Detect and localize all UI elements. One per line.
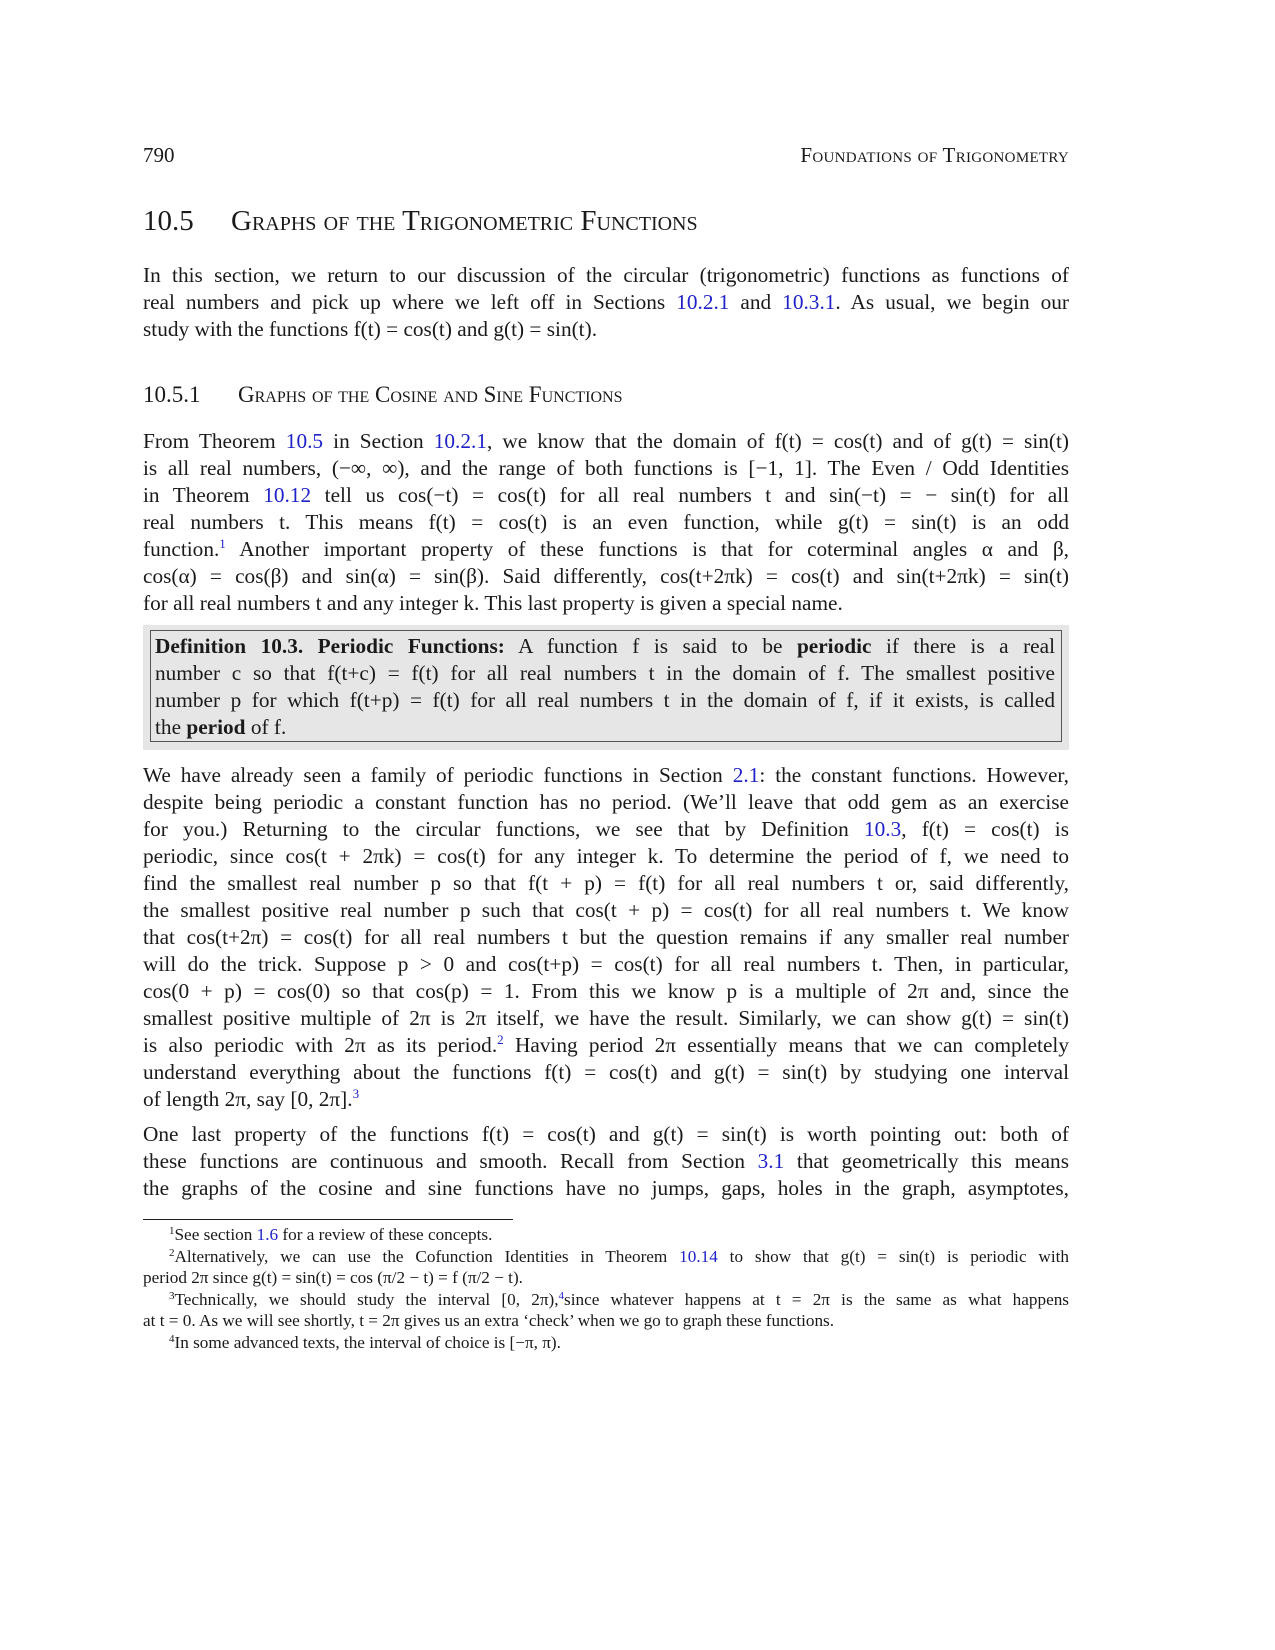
- text-line: of length 2π, say [0, 2π].$^3$: [143, 1086, 360, 1111]
- section-heading: [143, 205, 698, 238]
- section-number: 10.5: [143, 205, 194, 237]
- link-section-1-6[interactable]: 1.6: [256, 1225, 279, 1244]
- subsection-heading: [143, 382, 623, 408]
- running-title: Foundations of Trigonometry: [800, 143, 1069, 167]
- footnote-ref-3[interactable]: 3: [352, 1086, 360, 1101]
- term-periodic: periodic: [796, 634, 872, 658]
- text-line: periodic, since cos(t + 2πk) = cos(t) for any integer k. To determine the period of f, we need to: [143, 844, 1069, 868]
- subsection-number: 10.5.1: [143, 382, 201, 407]
- text-line: We have already seen a family of periodic functions in Section 2.1: the constant functions. However,: [143, 763, 1069, 787]
- link-theorem-10-12[interactable]: 10.12: [263, 483, 312, 507]
- text-line: number c so that f(t+c) = f(t) for all real numbers t in the domain of f. The smallest positive: [155, 661, 1055, 685]
- definition-frame: [150, 630, 1062, 742]
- intro-paragraph: [143, 262, 1069, 343]
- term-period: period: [186, 715, 246, 739]
- footnotes: [143, 1224, 1069, 1353]
- text-line: cos(α) = cos(β) and sin(α) = sin(β). Said differently, cos(t+2πk) = cos(t) and sin(t+2πk) = sin(t): [143, 564, 1069, 588]
- text-line: smallest positive multiple of 2π is 2π itself, we have the result. Similarly, we can show g(t) = sin(t): [143, 1006, 1069, 1030]
- footnote-4: $^4$In some advanced texts, the interval of choice is [−π, π).: [169, 1332, 561, 1352]
- paragraph-continuity: [143, 1121, 1069, 1202]
- definition-label: Definition 10.3. Periodic Functions:: [155, 634, 505, 658]
- text-line: for you.) Returning to the circular functions, we see that by Definition 10.3, f(t) = cos(t) is: [143, 817, 1069, 841]
- text-line: cos(0 + p) = cos(0) so that cos(p) = 1. From this we know p is a multiple of 2π and, since the: [143, 979, 1069, 1003]
- link-definition-10-3[interactable]: 10.3: [863, 817, 902, 841]
- text-line: real numbers t. This means f(t) = cos(t) is an even function, while g(t) = sin(t) is an odd: [143, 510, 1069, 534]
- footnote-3: $^3$Technically, we should study the interval [0, 2π),$^4$since whatever happens at t = 2π is the same as what happens: [169, 1289, 1069, 1309]
- text-line: that cos(t+2π) = cos(t) for all real numbers t but the question remains if any smaller real number: [143, 925, 1069, 949]
- text-line: for all real numbers t and any integer k. This last property is given a special name.: [143, 591, 843, 615]
- link-section-3-1[interactable]: 3.1: [757, 1149, 785, 1173]
- text-line: One last property of the functions f(t) = cos(t) and g(t) = sin(t) is worth pointing out: both of: [143, 1122, 1069, 1146]
- link-theorem-10-14[interactable]: 10.14: [679, 1246, 718, 1266]
- link-theorem-10-5[interactable]: 10.5: [285, 429, 324, 453]
- text-line: in Theorem 10.12 tell us cos(−t) = cos(t) for all real numbers t and sin(−t) = − sin(t) for all: [143, 483, 1069, 507]
- footnote-divider: [143, 1219, 513, 1220]
- footnote-2-cont: period 2π since g(t) = sin(t) = cos (π/2 − t) = f (π/2 − t).: [143, 1268, 523, 1287]
- text-line: study with the functions f(t) = cos(t) and g(t) = sin(t).: [143, 317, 598, 341]
- link-section-10-3-1[interactable]: 10.3.1: [782, 290, 836, 314]
- section-title: Graphs of the Trigonometric Functions: [231, 205, 698, 237]
- link-section-10-2-1[interactable]: 10.2.1: [433, 429, 487, 453]
- page-number: 790: [143, 143, 175, 167]
- text-line: number p for which f(t+p) = f(t) for all real numbers t in the domain of f, if it exists, is called: [155, 688, 1055, 712]
- text-line: will do the trick. Suppose p > 0 and cos(t+p) = cos(t) for all real numbers t. Then, in particular,: [143, 952, 1069, 976]
- text-line: In this section, we return to our discussion of the circular (trigonometric) functions as functions of: [143, 263, 1069, 287]
- text-line: Definition 10.3. Periodic Functions: A function f is said to be periodic if there is a real: [155, 634, 1055, 658]
- definition-box: [143, 625, 1069, 750]
- paragraph-period: [143, 762, 1069, 1113]
- text-line: the smallest positive real number p such that cos(t + p) = cos(t) for all real numbers t. We know: [143, 898, 1069, 922]
- text-line: despite being periodic a constant function has no period. (We’ll leave that odd gem as an exercise: [143, 790, 1069, 814]
- text-line: these functions are continuous and smooth. Recall from Section 3.1 that geometrically this means: [143, 1149, 1069, 1173]
- text-line: understand everything about the functions f(t) = cos(t) and g(t) = sin(t) by studying one interval: [143, 1060, 1069, 1084]
- link-section-2-1[interactable]: 2.1: [732, 763, 760, 787]
- footnote-ref-2[interactable]: 2: [497, 1032, 504, 1047]
- footnote-2: $^2$Alternatively, we can use the Cofunction Identities in Theorem 10.14 to show that g(t) = sin(t) is periodic with: [169, 1246, 1069, 1266]
- footnote-3-cont: at t = 0. As we will see shortly, t = 2π gives us an extra ‘check’ when we go to graph these functions.: [143, 1311, 835, 1330]
- subsection-title: Graphs of the Cosine and Sine Functions: [238, 382, 623, 407]
- footnote-ref-1[interactable]: 1: [219, 536, 226, 551]
- text-line: the period of f.: [155, 715, 287, 739]
- text-line: From Theorem 10.5 in Section 10.2.1, we know that the domain of f(t) = cos(t) and of g(t) = sin(t): [143, 429, 1069, 453]
- link-section-10-2-1[interactable]: 10.2.1: [676, 290, 730, 314]
- footnote-ref-4[interactable]: 4: [558, 1289, 565, 1302]
- running-header: [143, 143, 1069, 167]
- paragraph-domain-range: [143, 428, 1069, 617]
- footnote-1: $^1$See section 1.6 for a review of these concepts.: [169, 1225, 493, 1244]
- text-line: real numbers and pick up where we left off in Sections 10.2.1 and 10.3.1. As usual, we begin our: [143, 290, 1069, 314]
- text-line: is all real numbers, (−∞, ∞), and the range of both functions is [−1, 1]. The Even / Odd Identities: [143, 456, 1069, 480]
- text-line: function.$^1$ Another important property of these functions is that for coterminal angles α and β,: [143, 536, 1069, 561]
- text-line: the graphs of the cosine and sine functions have no jumps, gaps, holes in the graph, asymptotes,: [143, 1176, 1069, 1200]
- text-line: is also periodic with 2π as its period.$^2$ Having period 2π essentially means that we can completely: [143, 1032, 1069, 1057]
- text-line: find the smallest real number p so that f(t + p) = f(t) for all real numbers t or, said differently,: [143, 871, 1069, 895]
